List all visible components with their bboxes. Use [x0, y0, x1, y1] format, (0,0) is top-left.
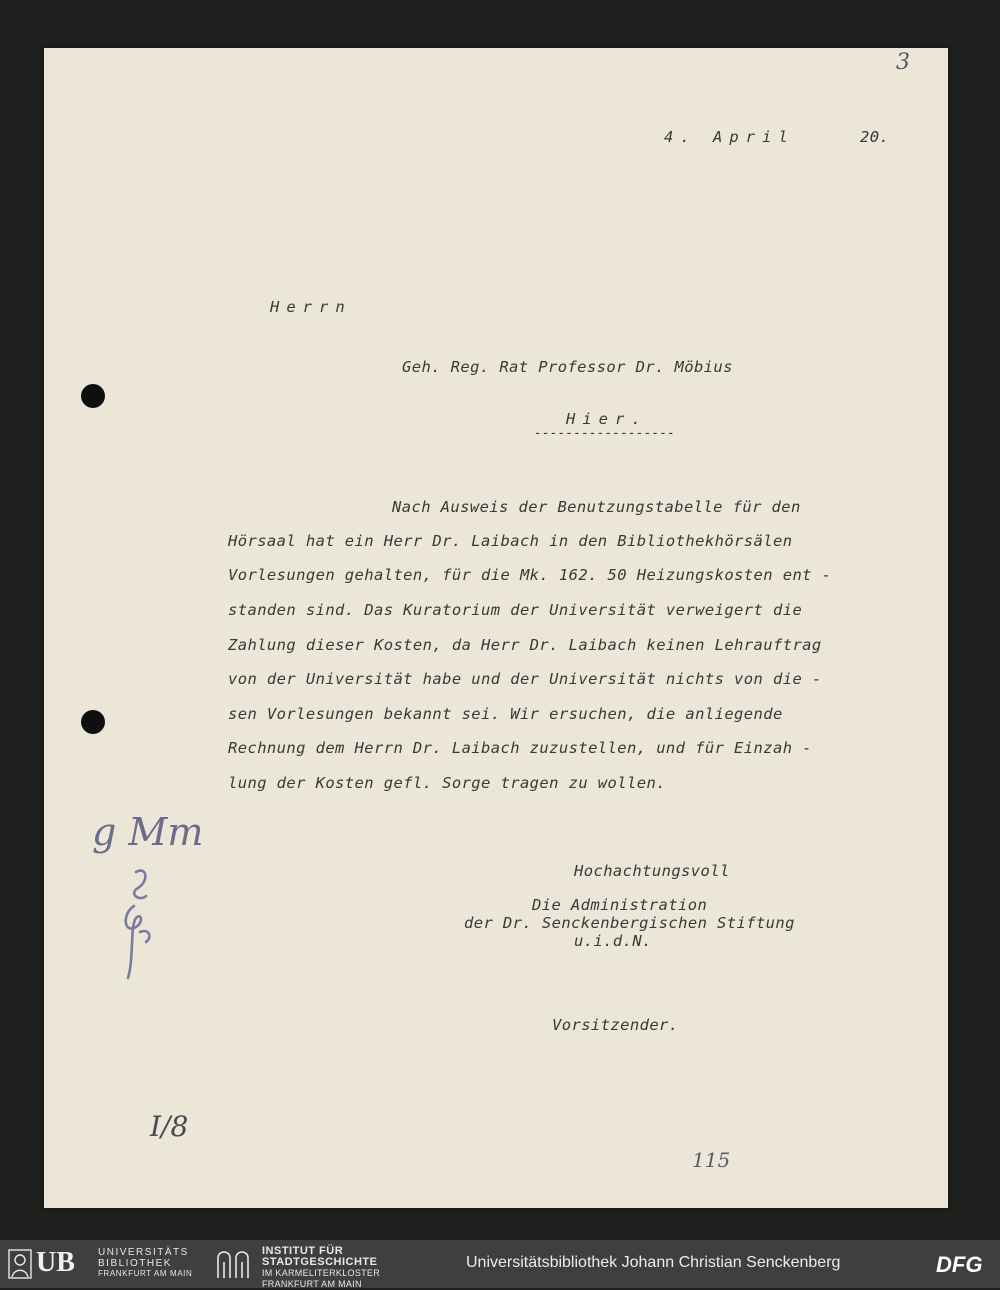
handwritten-paraph-icon: [110, 862, 170, 986]
ub-name: [98, 1248, 192, 1280]
date-line: 4. April: [664, 128, 795, 146]
location-underline: ------------------: [534, 426, 675, 441]
handwritten-date: I/8: [150, 1110, 189, 1143]
isg-name-line-2: STADTGESCHICHTE: [262, 1256, 378, 1268]
isg-logo-icon: [214, 1248, 254, 1280]
body-line-2: Hörsaal hat ein Herr Dr. Laibach in den Bibliothekhörsälen: [228, 532, 793, 550]
punch-hole-bottom: [81, 710, 105, 734]
body-line-8: Rechnung dem Herrn Dr. Laibach zuzustellen, und für Einzah -: [228, 739, 812, 757]
signature-line-1: Die Administration: [532, 896, 708, 914]
ub-name-line-2: BIBLIOTHEK: [98, 1257, 172, 1269]
punch-hole-top: [81, 384, 105, 408]
isg-name-line-1: INSTITUT FÜR: [262, 1245, 344, 1257]
body-line-6: von der Universität habe und der Universität nichts von die -: [228, 670, 822, 688]
isg-name-line-3: IM KARMELITERKLOSTER: [262, 1268, 381, 1278]
handwritten-number: 115: [692, 1148, 731, 1172]
body-line-9: lung der Kosten gefl. Sorge tragen zu wollen.: [228, 774, 666, 792]
body-line-5: Zahlung dieser Kosten, da Herr Dr. Laibach keinen Lehrauftrag: [228, 636, 822, 654]
ub-name-line-3: FRANKFURT AM MAIN: [98, 1269, 193, 1278]
date-year: 20.: [860, 128, 890, 146]
recipient: Geh. Reg. Rat Professor Dr. Möbius: [402, 358, 733, 376]
role: Vorsitzender.: [552, 1016, 679, 1034]
ub-logo-letters: UB: [36, 1247, 75, 1278]
location: Hier.: [566, 410, 648, 428]
isg-name: [262, 1246, 380, 1290]
footer-bar: [0, 1240, 1000, 1288]
body-line-4: standen sind. Das Kuratorium der Universität verweigert die: [228, 601, 803, 619]
dfg-logo: DFG: [936, 1252, 983, 1277]
footer-title: Universitätsbibliothek Johann Christian Senckenberg: [466, 1254, 841, 1271]
salutation: Herrn: [270, 298, 352, 316]
closing: Hochachtungsvoll: [574, 862, 730, 880]
body-line-7: sen Vorlesungen bekannt sei. Wir ersuchen, die anliegende: [228, 705, 783, 723]
ub-name-line-1: UNIVERSITÄTS: [98, 1247, 189, 1258]
document-page: [44, 48, 948, 1208]
body-line-3: Vorlesungen gehalten, für die Mk. 162. 50 Heizungskosten ent -: [228, 566, 832, 584]
page-number-mark: 3: [896, 50, 910, 75]
isg-name-line-4: FRANKFURT AM MAIN: [262, 1279, 362, 1289]
signature-line-2: der Dr. Senckenbergischen Stiftung: [464, 914, 795, 932]
body-line-1: Nach Ausweis der Benutzungstabelle für den: [392, 498, 801, 516]
handwritten-initials: g Mm: [92, 810, 204, 854]
signature-line-3: u.i.d.N.: [574, 932, 652, 950]
